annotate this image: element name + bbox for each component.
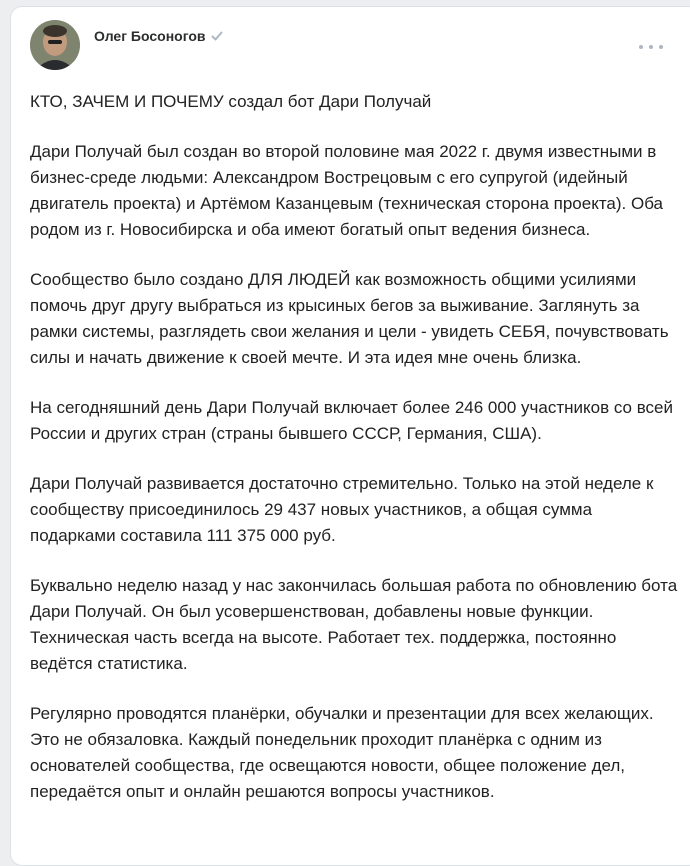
post-card <box>10 6 690 866</box>
post-paragraph-1: Дари Получай был создан во второй половине мая 2022 г. двумя известными в бизнес-среде людьми: Александром Вострецовым с его супругой (идейный двигатель проекта) и Артёмом Казанцевым (техническая сторона проекта). Оба родом из г. Новосибирска и оба имеют богатый опыт ведения бизнеса. <box>30 142 664 239</box>
post-paragraph-3: На сегодняшний день Дари Получай включает более 246 000 участников со всей России и других стран (страны бывшего СССР, Германия, США). <box>30 398 673 443</box>
post-paragraph-2: Сообщество было создано ДЛЯ ЛЮДЕЙ как возможность общими усилиями помочь друг другу выбраться из крысиных бегов за выживание. Заглянуть за рамки системы, разглядеть свои желания и цели - увидеть СЕБЯ, почувствовать силы и начать движение к своей мечте. И эта идея мне очень близка. <box>30 270 669 367</box>
post-paragraph-4: Дари Получай развивается достаточно стремительно. Только на этой неделе к сообществу присоединилось 29 437 новых участников, а общая сумма подарками составила 111 375 000 руб. <box>30 474 654 545</box>
checkmark-icon <box>211 30 223 42</box>
post-paragraph-6: Регулярно проводятся планёрки, обучалки и презентации для всех желающих. Это не обязаловка. Каждый понедельник проходит планёрка с одним из основателей сообщества, где освещаются новости, общее положение дел, передаётся опыт и онлайн решаются вопросы участников. <box>30 704 654 801</box>
post-title: КТО, ЗАЧЕМ И ПОЧЕМУ создал бот Дари Получай <box>30 92 432 111</box>
post-text <box>30 89 680 829</box>
author-name[interactable]: Олег Босоногов <box>94 28 206 44</box>
post-paragraph-5: Буквально неделю назад у нас закончилась большая работа по обновлению бота Дари Получай. Он был усовершенствован, добавлены новые функции. Техническая часть всегда на высоте. Работает тех. поддержка, постоянно ведётся статистика. <box>30 576 678 673</box>
post-header <box>30 20 223 70</box>
author-info <box>94 28 223 44</box>
more-horizontal-icon[interactable] <box>639 41 663 53</box>
author-avatar[interactable] <box>30 20 80 70</box>
